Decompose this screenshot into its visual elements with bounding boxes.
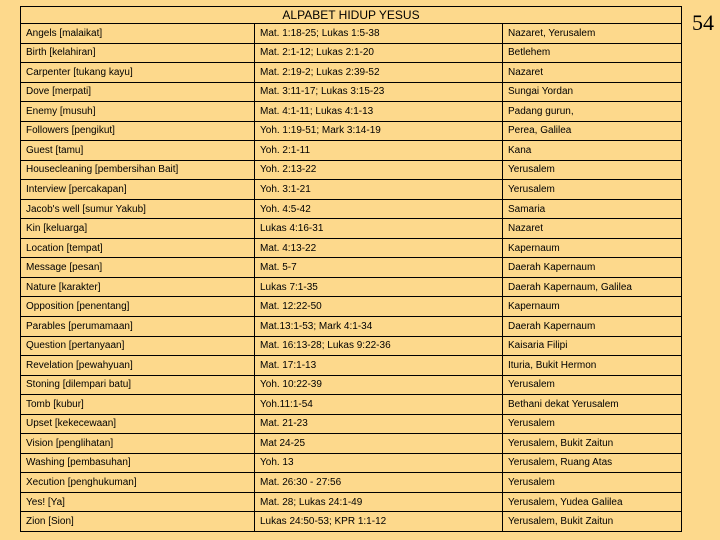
table-row [21, 63, 682, 83]
term-cell: Guest [tamu] [21, 141, 255, 161]
place-cell: Perea, Galilea [503, 121, 682, 141]
reference-cell: Mat. 16:13-28; Lukas 9:22-36 [255, 336, 503, 356]
reference-cell: Yoh. 4:5-42 [255, 199, 503, 219]
term-cell: Dove [merpati] [21, 82, 255, 102]
table-row [21, 180, 682, 200]
place-cell: Yerusalem [503, 375, 682, 395]
term-cell: Housecleaning [pembersihan Bait] [21, 160, 255, 180]
reference-cell: Yoh.11:1-54 [255, 395, 503, 415]
alphabet-table [20, 6, 682, 532]
term-cell: Question [pertanyaan] [21, 336, 255, 356]
table-row [21, 414, 682, 434]
term-cell: Kin [keluarga] [21, 219, 255, 239]
term-cell: Yes! [Ya] [21, 492, 255, 512]
table-row [21, 434, 682, 454]
reference-cell: Mat. 2:19-2; Lukas 2:39-52 [255, 63, 503, 83]
reference-cell: Lukas 24:50-53; KPR 1:1-12 [255, 512, 503, 532]
table-row [21, 395, 682, 415]
reference-cell: Yoh. 10:22-39 [255, 375, 503, 395]
table-row [21, 43, 682, 63]
table-row [21, 356, 682, 376]
table-row [21, 473, 682, 493]
table-row [21, 277, 682, 297]
table-row [21, 160, 682, 180]
place-cell: Ituria, Bukit Hermon [503, 356, 682, 376]
table-row [21, 316, 682, 336]
place-cell: Kaisaria Filipi [503, 336, 682, 356]
reference-cell: Yoh. 3:1-21 [255, 180, 503, 200]
reference-cell: Mat. 12:22-50 [255, 297, 503, 317]
term-cell: Nature [karakter] [21, 277, 255, 297]
reference-cell: Mat. 26:30 - 27:56 [255, 473, 503, 493]
place-cell: Daerah Kapernaum, Galilea [503, 277, 682, 297]
place-cell: Kapernaum [503, 297, 682, 317]
term-cell: Carpenter [tukang kayu] [21, 63, 255, 83]
place-cell: Yerusalem [503, 414, 682, 434]
table-row [21, 375, 682, 395]
term-cell: Revelation [pewahyuan] [21, 356, 255, 376]
place-cell: Daerah Kapernaum [503, 258, 682, 278]
table-row [21, 219, 682, 239]
term-cell: Vision [penglihatan] [21, 434, 255, 454]
table-row [21, 121, 682, 141]
place-cell: Yerusalem, Bukit Zaitun [503, 512, 682, 532]
place-cell: Kapernaum [503, 238, 682, 258]
place-cell: Sungai Yordan [503, 82, 682, 102]
table-title-row [21, 7, 682, 24]
place-cell: Yerusalem, Bukit Zaitun [503, 434, 682, 454]
reference-cell: Mat. 4:13-22 [255, 238, 503, 258]
place-cell: Nazaret [503, 219, 682, 239]
term-cell: Xecution [penghukuman] [21, 473, 255, 493]
reference-cell: Mat. 28; Lukas 24:1-49 [255, 492, 503, 512]
term-cell: Upset [kekecewaan] [21, 414, 255, 434]
term-cell: Washing [pembasuhan] [21, 453, 255, 473]
term-cell: Parables [perumamaan] [21, 316, 255, 336]
reference-cell: Lukas 4:16-31 [255, 219, 503, 239]
term-cell: Followers [pengikut] [21, 121, 255, 141]
reference-cell: Mat. 5-7 [255, 258, 503, 278]
place-cell: Yerusalem [503, 160, 682, 180]
table-row [21, 492, 682, 512]
reference-cell: Lukas 7:1-35 [255, 277, 503, 297]
reference-cell: Yoh. 13 [255, 453, 503, 473]
reference-cell: Mat.13:1-53; Mark 4:1-34 [255, 316, 503, 336]
table-row [21, 82, 682, 102]
table-row [21, 297, 682, 317]
place-cell: Betlehem [503, 43, 682, 63]
place-cell: Samaria [503, 199, 682, 219]
table-title: ALPABET HIDUP YESUS [21, 7, 682, 24]
table-row [21, 24, 682, 44]
place-cell: Yerusalem, Ruang Atas [503, 453, 682, 473]
reference-cell: Mat. 4:1-11; Lukas 4:1-13 [255, 102, 503, 122]
reference-cell: Mat. 21-23 [255, 414, 503, 434]
place-cell: Daerah Kapernaum [503, 316, 682, 336]
page-number: 54 [692, 10, 714, 35]
place-cell: Kana [503, 141, 682, 161]
reference-cell: Mat 24-25 [255, 434, 503, 454]
term-cell: Interview [percakapan] [21, 180, 255, 200]
table-row [21, 102, 682, 122]
table-row [21, 258, 682, 278]
reference-cell: Mat. 2:1-12; Lukas 2:1-20 [255, 43, 503, 63]
term-cell: Opposition [penentang] [21, 297, 255, 317]
table-row [21, 141, 682, 161]
reference-cell: Yoh. 1:19-51; Mark 3:14-19 [255, 121, 503, 141]
term-cell: Tomb [kubur] [21, 395, 255, 415]
place-cell: Yerusalem [503, 180, 682, 200]
table-row [21, 453, 682, 473]
term-cell: Location [tempat] [21, 238, 255, 258]
term-cell: Stoning [dilempari batu] [21, 375, 255, 395]
place-cell: Yerusalem [503, 473, 682, 493]
table-row [21, 199, 682, 219]
reference-cell: Mat. 17:1-13 [255, 356, 503, 376]
reference-cell: Mat. 1:18-25; Lukas 1:5-38 [255, 24, 503, 44]
table-row [21, 512, 682, 532]
term-cell: Angels [malaikat] [21, 24, 255, 44]
table-body [21, 7, 682, 532]
table-row [21, 238, 682, 258]
term-cell: Enemy [musuh] [21, 102, 255, 122]
place-cell: Padang gurun, [503, 102, 682, 122]
term-cell: Jacob's well [sumur Yakub] [21, 199, 255, 219]
place-cell: Nazaret [503, 63, 682, 83]
term-cell: Message [pesan] [21, 258, 255, 278]
place-cell: Bethani dekat Yerusalem [503, 395, 682, 415]
place-cell: Yerusalem, Yudea Galilea [503, 492, 682, 512]
table-row [21, 336, 682, 356]
place-cell: Nazaret, Yerusalem [503, 24, 682, 44]
term-cell: Birth [kelahiran] [21, 43, 255, 63]
reference-cell: Mat. 3:11-17; Lukas 3:15-23 [255, 82, 503, 102]
reference-cell: Yoh. 2:13-22 [255, 160, 503, 180]
term-cell: Zion [Sion] [21, 512, 255, 532]
reference-cell: Yoh. 2:1-11 [255, 141, 503, 161]
